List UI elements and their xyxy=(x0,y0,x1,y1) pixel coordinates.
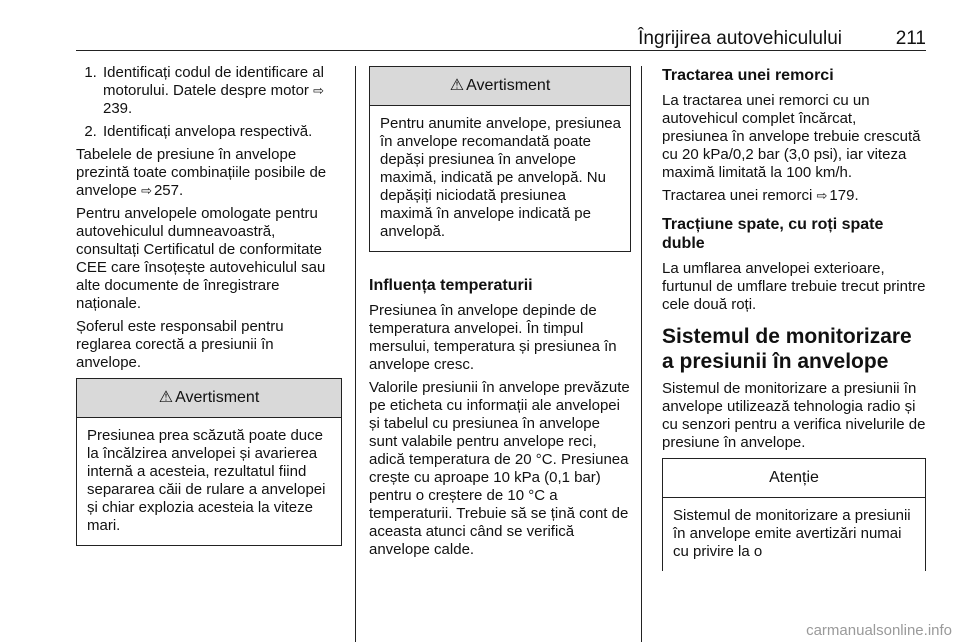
warning-triangle-icon: ⚠ xyxy=(449,77,465,94)
paragraph: Valorile presiunii în anvelope prevăzute pe eticheta cu informații ale anvelopei și tabelul cu presiunea în anvelope sunt valabile pentru anvelope reci, adică temperatura de 20 °C. Presiunea crește cu aproape 10 kPa (0,1 bar) pentru o creștere de 10 °C a temperaturii. Trebuie să se țină cont de aceasta atunci când se verifică anvelope calde. xyxy=(369,379,630,558)
paragraph: La tractarea unei remorci cu un autovehicul complet încărcat, presiunea în anvelope trebuie crescută cu 20 kPa/0,2 bar (3,0 psi), iar viteza maximă limitată la 100 km/h. xyxy=(662,92,921,181)
step-text: Identificați codul de identificare al motorului. Datele despre motor xyxy=(103,64,324,99)
paragraph-text: Tractarea unei remorci xyxy=(662,187,813,204)
column-2 xyxy=(369,64,631,564)
steps-list xyxy=(76,64,342,141)
warning-box xyxy=(369,66,631,252)
warning-box-header xyxy=(370,67,630,106)
page-number: 211 xyxy=(895,28,926,49)
header-rule xyxy=(76,50,926,51)
warning-box-header xyxy=(77,379,341,418)
paragraph-text: Tabelele de presiune în anvelope prezintă toate combinațiile posibile de anvelope xyxy=(76,146,327,199)
step-item xyxy=(101,64,342,118)
column-divider-left xyxy=(355,66,356,642)
warning-title: Avertisment xyxy=(466,77,551,94)
column-3 xyxy=(662,64,926,579)
paragraph: Presiunea în anvelope depinde de temperatura anvelopei. În timpul mersului, temperatura și presiunea în anvelope cresc. xyxy=(369,302,617,373)
page-title: Îngrijirea autovehiculului xyxy=(638,28,842,49)
paragraph xyxy=(76,146,342,200)
page-header xyxy=(76,28,926,52)
section-heading: Influența temperaturii xyxy=(369,277,533,294)
section-heading: Tracțiune spate, cu roți spate duble xyxy=(662,216,884,252)
paragraph: Sistemul de monitorizare a presiunii în anvelope utilizează tehnologia radio și cu senzori pentru a verifica nivelurile de presiune în anvelope. xyxy=(662,380,926,451)
warning-box xyxy=(76,378,342,546)
page-reference-arrow-icon: ⇨ xyxy=(141,183,152,198)
paragraph: Pentru anvelopele omologate pentru autovehiculul dumneavoastră, consultați Certificatul de conformitate CEE care însoțește autovehiculul sau alte documente de înregistrare naționale. xyxy=(76,205,326,312)
page-reference-arrow-icon: ⇨ xyxy=(313,83,325,98)
paragraph: La umflarea anvelopei exterioare, furtunul de umflare trebuie trecut printre cele două roți. xyxy=(662,260,926,313)
notice-box xyxy=(662,458,926,571)
page-reference[interactable]: 179. xyxy=(829,187,859,204)
paragraph: Șoferul este responsabil pentru reglarea corectă a presiunii în anvelope. xyxy=(76,318,284,371)
section-heading: Tractarea unei remorci xyxy=(662,67,834,84)
warning-title: Avertisment xyxy=(175,389,260,406)
page-reference-arrow-icon: ⇨ xyxy=(816,188,828,203)
column-divider-right xyxy=(641,66,642,642)
paragraph xyxy=(662,187,926,205)
step-text: Identificați anvelopa respectivă. xyxy=(103,123,313,140)
page-reference[interactable]: 239. xyxy=(103,100,133,117)
notice-box-text: Sistemul de monitorizare a presiunii în anvelope emite avertizări numai cu privire la o xyxy=(673,507,911,560)
warning-box-text: Pentru anumite anvelope, presiunea în anvelope recomandată poate depăși presiunea în anvelope maximă, indicată pe anvelopă. Nu depășiți niciodată presiunea maximă în anvelope indicată pe anvelopă. xyxy=(380,115,621,240)
page-reference[interactable]: 257. xyxy=(153,182,184,199)
warning-triangle-icon: ⚠ xyxy=(158,389,174,406)
warning-box-text: Presiunea prea scăzută poate duce la încălzirea anvelopei și avarierea internă a acesteia, rezultatul fiind separarea căii de rulare a anvelopei și chiar explozia acesteia la viteze mari. xyxy=(87,427,326,534)
column-1 xyxy=(76,64,342,554)
watermark: carmanualsonline.info xyxy=(806,622,952,639)
step-item xyxy=(101,123,342,141)
notice-box-header: Atenție xyxy=(663,459,925,498)
chapter-heading: Sistemul de monitorizare a presiunii în anvelope xyxy=(662,325,912,373)
